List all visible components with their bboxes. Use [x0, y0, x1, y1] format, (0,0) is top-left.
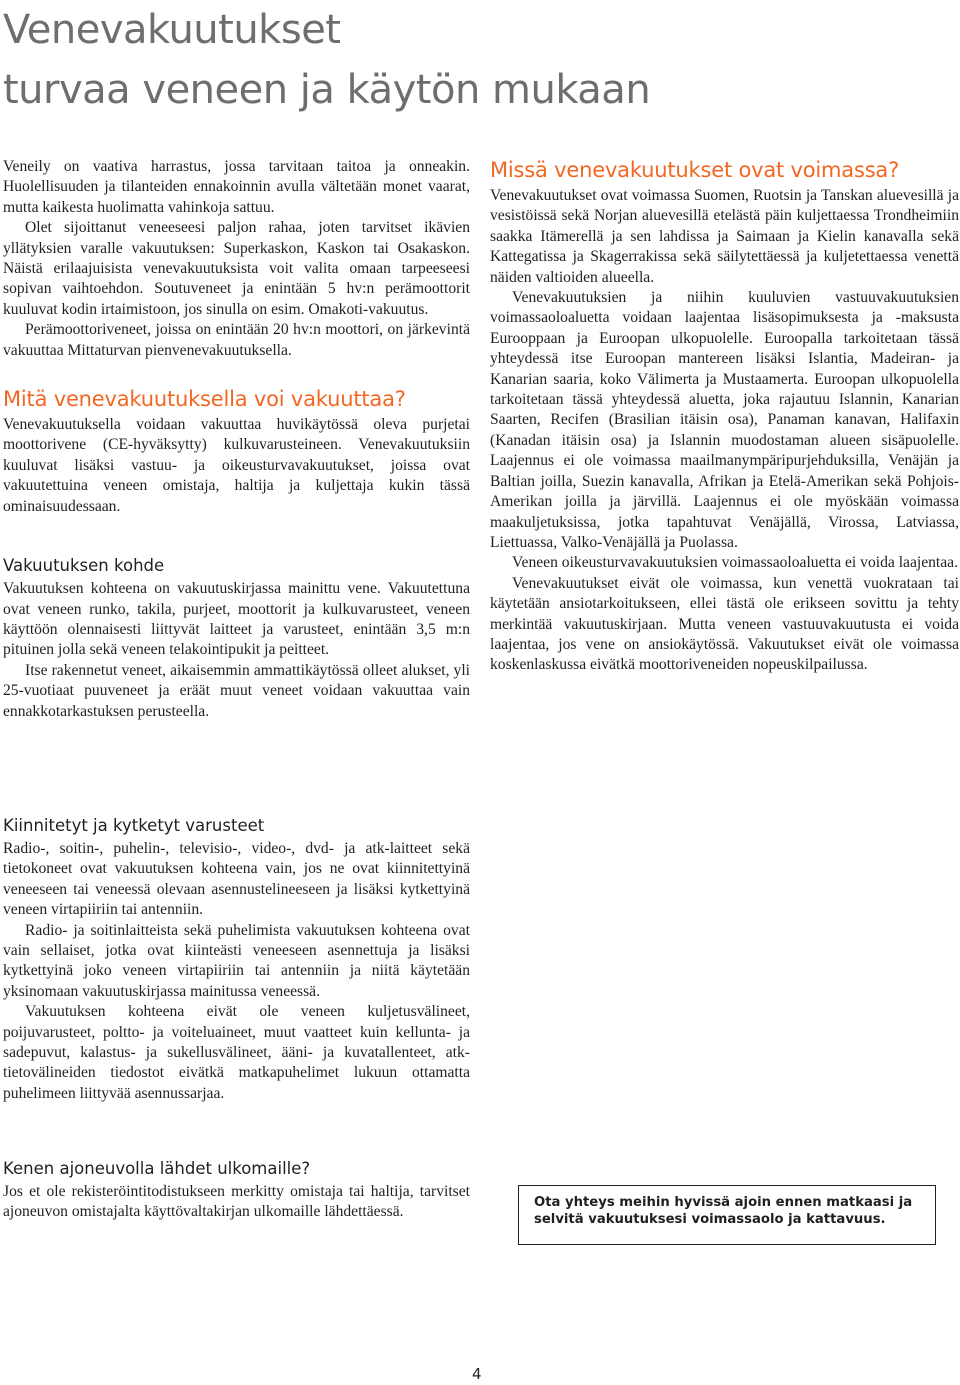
mita-paragraph-1: Venevakuutuksella voidaan vakuuttaa huvikäytössä oleva purjetai moottorivene (CE-hyväksytty) kulkuvarusteineen. Venevakuutuksiin kuuluvat lisäksi vastuu- ja oikeusturvavakuutukset, joissa ovat vakuutettuina veneen omistaja, haltija ja kuljettaja kukin tässä ominaisuudessaan.	[3, 416, 470, 515]
kohde-paragraph-2: Itse rakennetut veneet, aikaisemmin ammattikäytössä olleet alukset, yli 25-vuotiaat puuveneet ja eräät muut veneet voidaan vakuuttaa vain ennakkotarkastuksen perusteella.	[3, 661, 470, 720]
contact-note-line2: selvitä vakuutuksesi voimassaolo ja kattavuus.	[534, 1212, 886, 1227]
section-heading-kiinnitetyt: Kiinnitetyt ja kytketyt varusteet	[3, 816, 265, 835]
page-number: 4	[472, 1365, 482, 1383]
section-heading-kenen: Kenen ajoneuvolla lähdet ulkomaille?	[3, 1159, 311, 1178]
page-title	[3, 0, 650, 120]
contact-note-line1: Ota yhteys meihin hyvissä ajoin ennen matkaasi ja	[534, 1195, 913, 1210]
contact-note-box	[518, 1185, 936, 1245]
kiinnitetyt-paragraph-1: Radio-, soitin-, puhelin-, televisio-, video-, dvd- ja atk-laitteet sekä tietokoneet ovat vakuutuksen kohteena vain, jos ne ovat kiinnitettyinä veneeseen tai veneessä olevaan asennustelineeseen ja lisäksi kytkettyinä veneen virtapiiriin tai antenniin.	[3, 840, 470, 919]
section-heading-missa: Missä venevakuutukset ovat voimassa?	[490, 158, 900, 182]
kiinnitetyt-paragraph-2: Radio- ja soitinlaitteista sekä puhelimista vakuutuksen kohteena ovat vain sellaiset, jotka ovat kiinteästi veneeseen asennettuja ja lisäksi kytkettyinä joko veneen virtapiiriin tai antenniin ja niitä käytetään yksinomaan vakuutuskirjassa mainitussa veneessä.	[3, 921, 470, 1000]
section-heading-kohde: Vakuutuksen kohde	[3, 556, 165, 576]
page-title-line1: Venevakuutukset	[3, 7, 341, 53]
left-column-upper	[3, 157, 470, 722]
page-title-line2: turvaa veneen ja käytön mukaan	[3, 67, 651, 113]
intro-paragraph-3: Perämoottoriveneet, joissa on enintään 20 hv:n moottori, on järkevintä vakuuttaa Mittaturvan pienvenevakuutuksella.	[3, 321, 470, 359]
left-column-bottom	[3, 1158, 470, 1223]
intro-paragraph-1: Veneily on vaativa harrastus, jossa tarvitaan taitoa ja onneakin. Huolellisuuden ja tilanteiden ennakoinnin avulla vältetään monet vaarat, mutta kaikesta huolimatta vahinkoja sattuu.	[3, 158, 470, 216]
right-column	[490, 157, 959, 676]
missa-paragraph-3: Veneen oikeusturvavakuutuksien voimassaoloaluetta ei voida laajentaa.	[512, 554, 959, 572]
section-heading-mita: Mitä venevakuutuksella voi vakuuttaa?	[3, 387, 406, 412]
missa-paragraph-2: Venevakuutuksien ja niihin kuuluvien vastuuvakuutuksien voimassaoloaluetta voidaan laajentaa lisäsopimuksesta ja -maksusta Eurooppaan ja Euroopan ulkopuolelle. Euroopalla tarkoitetaan tässä yhteydessä itse Euroopan mantereen lisäksi Islantia, Madeiran- ja Kanarian saaria, koko Välimerta ja Mustaamerta. Euroopan ulkopuolella tarkoitetaan tässä yhteydessä aluetta, joka rajautuu Islannin, Kanarian Saarten, Recifen (Brasilian itäisin osa), Panaman kanavan, Halifaxin (Kanadan itäisin osa) ja Islannin muodostaman alueen sisäpuolelle. Laajennus ei ole voimassa maailmanympäripurjehduksilla, Venäjän ja Baltian joilla, Suezin kanavalla, Afrikan ja Etelä-Amerikan sekä Pohjois-Amerikan joilla ja järvillä. Laajennus ei ole myöskään voimassa maakuljetuksissa, jotka tapahtuvat Venäjällä, Virossa, Latviassa, Liettuassa, Valko-Venäjällä ja Puolassa.	[490, 289, 959, 551]
missa-paragraph-1: Venevakuutukset ovat voimassa Suomen, Ruotsin ja Tanskan aluevesillä ja vesistöissä sekä Norjan aluevesillä etelästä päin kuljettaessa Trondheimiin saakka Itämerellä ja sen lahdissa ja Saimaan ja Kielin kanavalla sekä Kattegatissa ja Skagerrakissa sekä säilytettäessä ja kuljetettaessa venettä näiden valtioiden alueella.	[490, 187, 959, 286]
left-column-lower	[3, 815, 470, 1104]
kohde-paragraph-1: Vakuutuksen kohteena on vakuutuskirjassa mainittu vene. Vakuutettuna ovat veneen runko, takila, purjeet, moottorit ja kulkuvarusteet, veneen käyttöön olennaisesti liittyvät laitteet ja varusteet, enintään 3,5 m:n pituinen jolla sekä veneen telakointipukit ja peitteet.	[3, 580, 470, 659]
kenen-paragraph-1: Jos et ole rekisteröintitodistukseen merkitty omistaja tai haltija, tarvitset ajoneuvon omistajalta käyttövaltakirjan ulkomaille lähdettäessä.	[3, 1183, 470, 1221]
intro-paragraph-2: Olet sijoittanut veneeseesi paljon rahaa, joten tarvitset ikävien yllätyksien varalle vakuutuksen: Superkaskon, Kaskon tai Osakaskon. Näistä erilaajuisista venevakuutuksista voit valita omaan tarpeeseesi sopivan vaihtoehdon. Soutuveneet ja enintään 5 hv:n perämoottorit kuuluvat kodin irtaimistoon, jos sinulla on esim. Omakoti-vakuutus.	[3, 219, 470, 318]
missa-paragraph-4: Venevakuutukset eivät ole voimassa, kun venettä vuokrataan tai käytetään ansiotarkoitukseen, ellei tästä ole erikseen sovittu ja tehty merkintää vakuutuskirjaan. Mutta veneen vastuuvakuutusta ei voida laajentaa, jos vene on ansiokäytössä. Vakuutukset eivät ole voimassa koskenlaskussa eivätkä moottoriveneiden nopeuskilpailussa.	[490, 574, 959, 674]
kiinnitetyt-paragraph-3: Vakuutuksen kohteena eivät ole veneen kuljetusvälineet, poijuvarusteet, poltto- ja voiteluaineet, muut vaatteet kuin kellunta- ja sadepuvut, kalastus- ja sukellusvälineet, ääni- ja kuvatallenteet, atk-tietovälineiden tiedostot eivätkä matkapuhelimet lukuun ottamatta puhelimeen liittyvää asennussarjaa.	[3, 1003, 470, 1102]
